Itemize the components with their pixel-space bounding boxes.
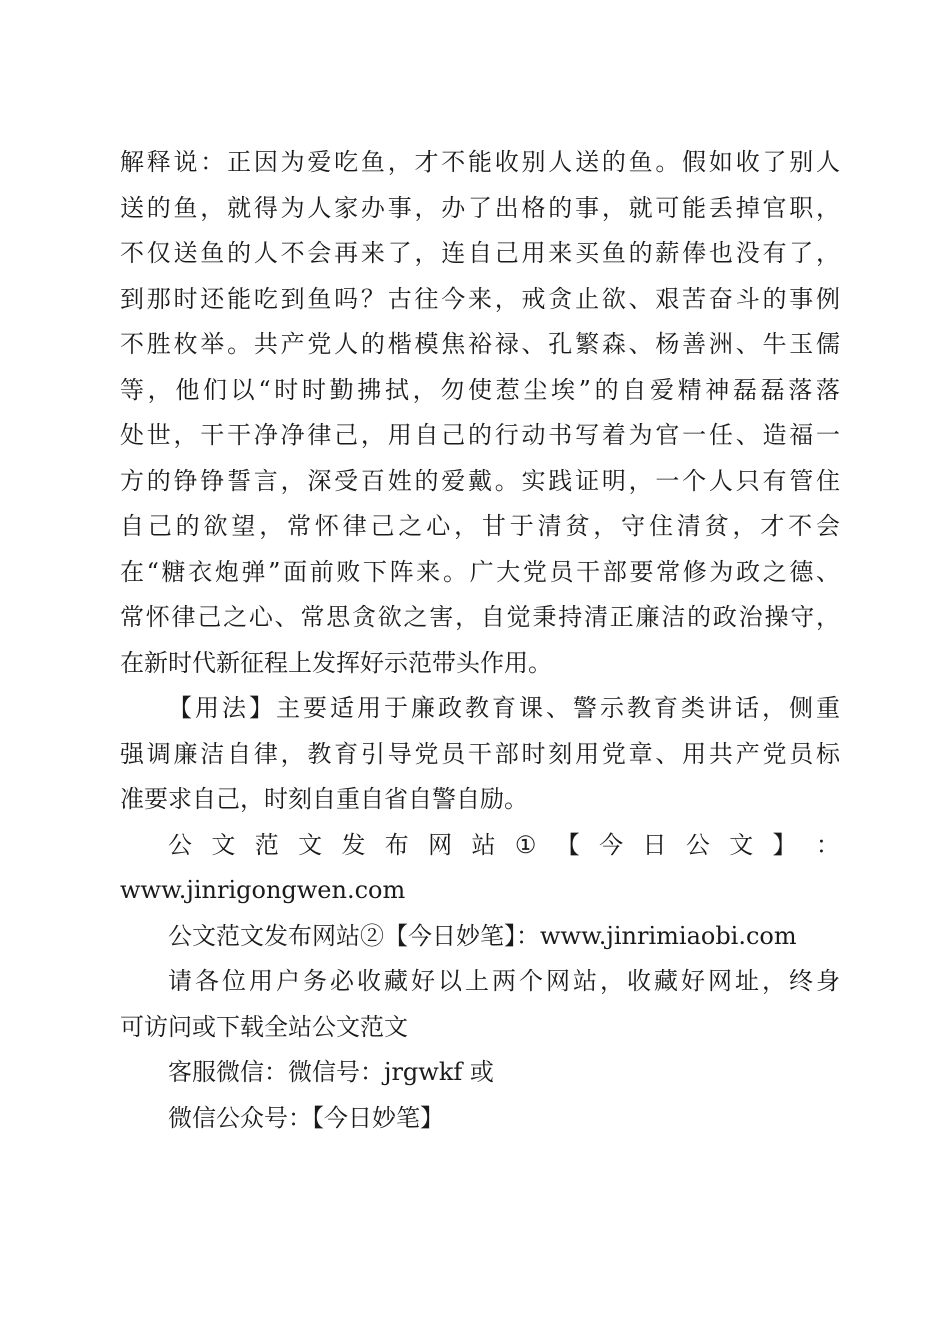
body-line: 到那时还能吃到鱼吗？古往今来，戒贪止欲、艰苦奋斗的事例 (120, 284, 840, 313)
site1-char: 布 (384, 830, 409, 859)
body-line: 常怀律己之心、常思贪欲之害，自觉秉持清正廉洁的政治操守， (120, 603, 840, 631)
site1-char: 日 (642, 830, 667, 859)
notice-line: 可访问或下载全站公文范文 (120, 1012, 408, 1041)
site1-char: 发 (341, 830, 366, 859)
body-line: 等，他们以“时时勤拂拭，勿使惹尘埃”的自爱精神磊磊落落 (120, 375, 840, 404)
site1-url: www.jinrigongwen.com (120, 876, 406, 904)
body-line: 送的鱼，就得为人家办事，办了出格的事，就可能丢掉官职， (120, 193, 840, 222)
body-line: 不胜枚举。共产党人的楷模焦裕禄、孔繁森、杨善洲、牛玉儒 (120, 330, 840, 358)
site1-char: 】 (772, 830, 797, 859)
site1-char: 范 (254, 830, 279, 859)
notice-line: 请各位用户务必收藏好以上两个网站，收藏好网址，终身 (168, 967, 840, 995)
body-line: 在“糖衣炮弹”面前败下阵来。广大党员干部要常修为政之德、 (120, 557, 840, 586)
usage-line: 强调廉洁自律，教育引导党员干部时刻用党章、用共产党员标 (120, 739, 840, 768)
site1-char: 公 (685, 830, 710, 859)
body-line: 在新时代新征程上发挥好示范带头作用。 (120, 648, 552, 677)
body-line: 解释说：正因为爱吃鱼，才不能收别人送的鱼。假如收了别人 (120, 148, 840, 176)
footer-notice (120, 823, 840, 1142)
wechat-line: 客服微信：微信号：jrgwkf 或 (168, 1058, 494, 1086)
site1-char: 文 (211, 830, 236, 859)
body-line: 处世，干干净净律己，用自己的行动书写着为官一任、造福一 (120, 421, 840, 449)
site1-char: 【 (555, 830, 580, 859)
site1-char: 文 (298, 830, 323, 859)
site1-char: 站 (471, 830, 496, 859)
site1-char: 网 (428, 830, 453, 859)
site1-char: ： (815, 830, 840, 859)
official-account-line: 微信公众号：【今日妙笔】 (168, 1103, 444, 1132)
site1-char: 今 (599, 830, 624, 859)
site1-line (120, 823, 840, 869)
body-line: 方的铮铮誓言，深受百姓的爱戴。实践证明，一个人只有管住 (120, 466, 840, 495)
body-paragraph (120, 140, 840, 686)
usage-paragraph (120, 686, 840, 823)
body-line: 自己的欲望，常怀律己之心，甘于清贫，守住清贫，才不会 (120, 512, 840, 540)
document-page (120, 140, 840, 1141)
usage-line: 准要求自己，时刻自重自省自警自励。 (120, 785, 528, 813)
body-line: 不仅送鱼的人不会再来了，连自己用来买鱼的薪俸也没有了， (120, 239, 840, 267)
site1-char: ① (514, 830, 537, 859)
usage-line: 【用法】主要适用于廉政教育课、警示教育类讲话，侧重 (168, 694, 840, 722)
site1-char: 公 (168, 830, 192, 859)
site2-line: 公文范文发布网站②【今日妙笔】：www.jinrimiaobi.com (168, 921, 797, 950)
site1-char: 文 (729, 830, 754, 859)
